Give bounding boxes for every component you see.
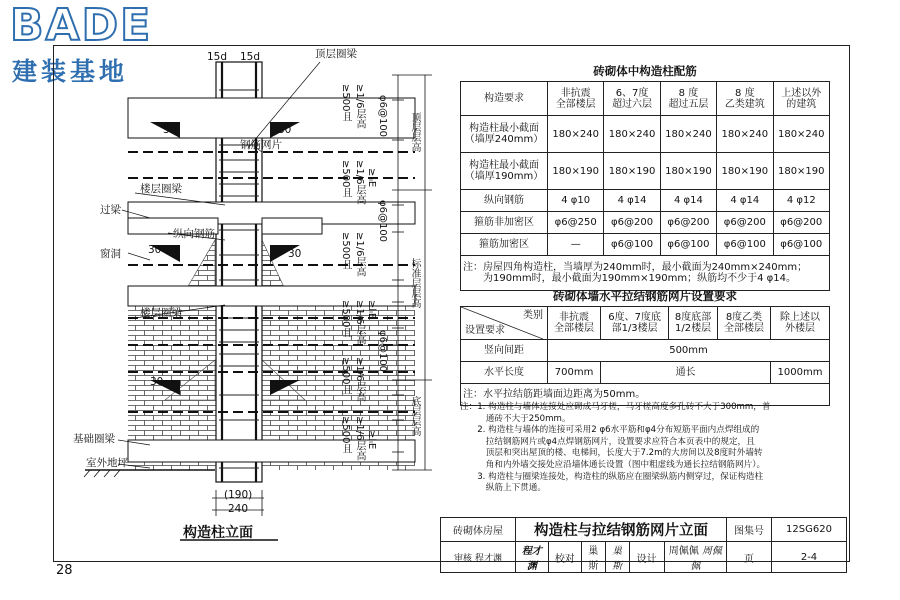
design-label: 设计	[629, 542, 664, 573]
lap-length-left: 15d	[207, 51, 228, 63]
dim-h16: ≥1/6层高	[354, 416, 365, 461]
column-reinforcement-table	[460, 61, 830, 291]
table1-cell: φ6@100	[717, 234, 773, 256]
horizontal-length-c: 1000mm	[771, 362, 830, 384]
dim-lle: ≥lₗE	[366, 168, 377, 188]
table1-row	[461, 212, 830, 234]
note-line: 顶层和突出屋顶的楼、电梯间，长度大于7.2m的大房间以及8度时外墙转	[460, 448, 763, 459]
dim-ge500: ≥500且	[340, 84, 351, 122]
title-block	[440, 517, 847, 573]
dim-ge500: ≥500且	[340, 300, 351, 338]
vertical-spacing-value: 500mm	[548, 340, 830, 362]
label-lintel: 过梁	[100, 204, 121, 216]
dim-stirrup: φ6@100	[377, 330, 388, 373]
table1-header: 6、7度 超过六层	[604, 82, 660, 116]
table1-row	[461, 190, 830, 212]
table1-row-label: 构造柱最小截面 （墙厚240mm）	[461, 116, 548, 153]
drawing-title: 构造柱与拉结钢筋网片立面	[516, 518, 727, 542]
column-elevation-diagram	[0, 0, 460, 560]
table1-header: 8 度 乙类建筑	[717, 82, 773, 116]
row-label-horizontal-length: 水平长度	[461, 362, 548, 384]
logo-subtitle: 建装基地	[12, 57, 129, 86]
table2-note: 注：水平拉结筋距墙面边距离为50mm。	[461, 384, 830, 406]
zone-ground-floor: 底层层高	[409, 396, 420, 436]
label-top-ring-beam: 顶层圈梁	[315, 48, 357, 60]
table1-row	[461, 234, 830, 256]
note-line: 纵筋上下贯通。	[460, 483, 546, 494]
table1-row	[461, 153, 830, 190]
dim-190: (190)	[224, 489, 253, 501]
table1-header: 构造要求	[461, 82, 548, 116]
label-ground: 室外地坪	[86, 457, 128, 469]
atlas-number: 12SG620	[772, 518, 847, 542]
horizontal-length-a: 700mm	[548, 362, 601, 384]
table1-cell: φ6@100	[773, 234, 830, 256]
table1-cell: φ6@200	[717, 212, 773, 234]
table1-note: 注：房屋四角构造柱，当墙厚为240mm时，最小截面为240mm×240mm； 为190mm时，最小截面为190mm×190mm；纵筋均不少于4 φ14。	[461, 256, 830, 291]
table1-cell: 180×240	[717, 116, 773, 153]
table1-cell: —	[548, 234, 604, 256]
checker-name: 巢斯	[581, 542, 605, 573]
label-mesh: 钢筋网片	[240, 139, 282, 151]
table2-header: 8度底部 1/2楼层	[669, 307, 718, 340]
table1-cell: 180×240	[548, 116, 604, 153]
dim-ge500: ≥500且	[340, 160, 351, 198]
table1-cell: 180×190	[660, 153, 716, 190]
table1-cell: φ6@200	[773, 212, 830, 234]
table1-header: 8 度 超过五层	[660, 82, 716, 116]
table1-cell: φ6@250	[548, 212, 604, 234]
table1-row-label: 构造柱最小截面 （墙厚190mm）	[461, 153, 548, 190]
diagram-caption: 构造柱立面	[183, 525, 253, 541]
table2-title: 砖砌体墙水平拉结钢筋网片设置要求	[553, 288, 737, 303]
dim-ge500: ≥500且	[340, 416, 351, 454]
table1-cell: 180×240	[604, 116, 660, 153]
table1-cell: 180×190	[548, 153, 604, 190]
table1-cell: 4 φ14	[660, 190, 716, 212]
dim-ge500: ≥500且	[340, 232, 351, 270]
note-line: 2. 构造柱与墙体的连接可采用2 φ6水平筋和φ4分布短筋平面内点焊组成的	[460, 425, 760, 436]
dim-stirrup: φ6@100	[377, 95, 388, 138]
dim-h16: ≥1/6层高	[354, 357, 365, 402]
checker-signature: 巢斯	[605, 542, 629, 573]
dim-ge500: ≥500且	[340, 357, 351, 395]
angle-mark: 30	[278, 124, 292, 136]
label-long-bar: 纵向钢筋	[173, 228, 215, 240]
dim-lle: ≥lₗE	[366, 430, 377, 450]
label-base-ring-beam: 基础圈梁	[73, 433, 115, 445]
angle-mark: 30	[150, 376, 164, 388]
table1-cell: 180×190	[717, 153, 773, 190]
dim-240: 240	[228, 503, 249, 515]
dim-h16: ≥1/6层高	[354, 300, 365, 345]
table1-cell: 180×190	[773, 153, 830, 190]
page-number-block: 2-4	[772, 542, 847, 573]
table2-header: 除上述以 外楼层	[771, 307, 830, 340]
angle-mark: 30	[288, 248, 302, 260]
table1-cell: φ6@200	[604, 212, 660, 234]
dim-h16: ≥1/6层高	[354, 160, 365, 205]
table2-header: 6度、7度底 部1/3楼层	[601, 307, 669, 340]
table1-cell: 4 φ14	[717, 190, 773, 212]
horizontal-length-b: 通长	[601, 362, 771, 384]
tie-mesh-table	[460, 286, 830, 406]
table1-cell: φ6@200	[660, 212, 716, 234]
review-signature: 程才渊	[516, 542, 549, 573]
note-line: 3. 构造柱与圈梁连接处，构造柱的纵筋应在圈梁纵筋内侧穿过，保证构造柱	[460, 471, 764, 482]
general-notes	[460, 402, 845, 495]
page-label: 页	[727, 542, 772, 573]
row-label-vertical-spacing: 竖向间距	[461, 340, 548, 362]
dim-lle: ≥lₗE	[366, 300, 377, 320]
table1-cell: 4 φ14	[604, 190, 660, 212]
table1-cell: 4 φ10	[548, 190, 604, 212]
zone-standard-floor: 标准层层高	[409, 258, 420, 308]
page-number: 28	[56, 563, 73, 578]
atlas-label: 图集号	[727, 518, 772, 542]
table1-cell: φ6@100	[604, 234, 660, 256]
table2-header: 非抗震 全部楼层	[548, 307, 601, 340]
angle-mark: 30	[148, 244, 162, 256]
title-category: 砖砌体房屋	[441, 518, 516, 542]
review-cell: 审核 程才渊	[441, 542, 516, 573]
check-label: 校对	[548, 542, 581, 573]
table1-cell: φ6@100	[660, 234, 716, 256]
angle-mark: 30	[163, 124, 177, 136]
label-floor-ring-beam-1: 楼层圈梁	[140, 183, 182, 195]
dim-h16: ≥1/6层高	[354, 232, 365, 277]
table1-row-label: 箍筋非加密区	[461, 212, 548, 234]
table1-cell: 180×240	[660, 116, 716, 153]
zone-top-floor: 顶层层高	[409, 112, 420, 152]
table1-title: 砖砌体中构造柱配筋	[593, 63, 697, 78]
table2-header: 8度乙类 全部楼层	[717, 307, 770, 340]
note-line: 拉结钢筋网片或φ4点焊钢筋网片，设置要求应符合本页表中的规定，且	[460, 436, 755, 447]
dim-stirrup: φ6@100	[377, 200, 388, 243]
table1-header: 非抗震 全部楼层	[548, 82, 604, 116]
logo-text: BADE	[10, 0, 153, 51]
note-line: 通砖不大于250mm。	[460, 413, 571, 424]
lap-length-right: 15d	[240, 51, 261, 63]
label-floor-ring-beam-2: 楼层圈梁	[140, 307, 182, 319]
dim-h16: ≥1/6层高	[354, 84, 365, 129]
note-line: 注：1. 构造柱与墙体连接处应砌成马牙槎，马牙槎高度多孔砖不大于300mm，普	[460, 402, 771, 412]
table2-corner: 类别 设置要求	[461, 307, 548, 340]
table1-row-label: 纵向钢筋	[461, 190, 548, 212]
table1-cell: 180×240	[773, 116, 830, 153]
table1-row-label: 箍筋加密区	[461, 234, 548, 256]
table1-cell: 4 φ12	[773, 190, 830, 212]
table1-cell: 180×190	[604, 153, 660, 190]
table1-row	[461, 116, 830, 153]
designer-cell: 周佩佩 周佩佩	[664, 542, 726, 573]
note-line: 角和内外墙交接处应沿墙体通长设置（图中粗虚线为通长拉结钢筋网片）。	[460, 459, 766, 470]
label-window: 窗洞	[100, 248, 121, 260]
table1-header: 上述以外 的建筑	[773, 82, 830, 116]
